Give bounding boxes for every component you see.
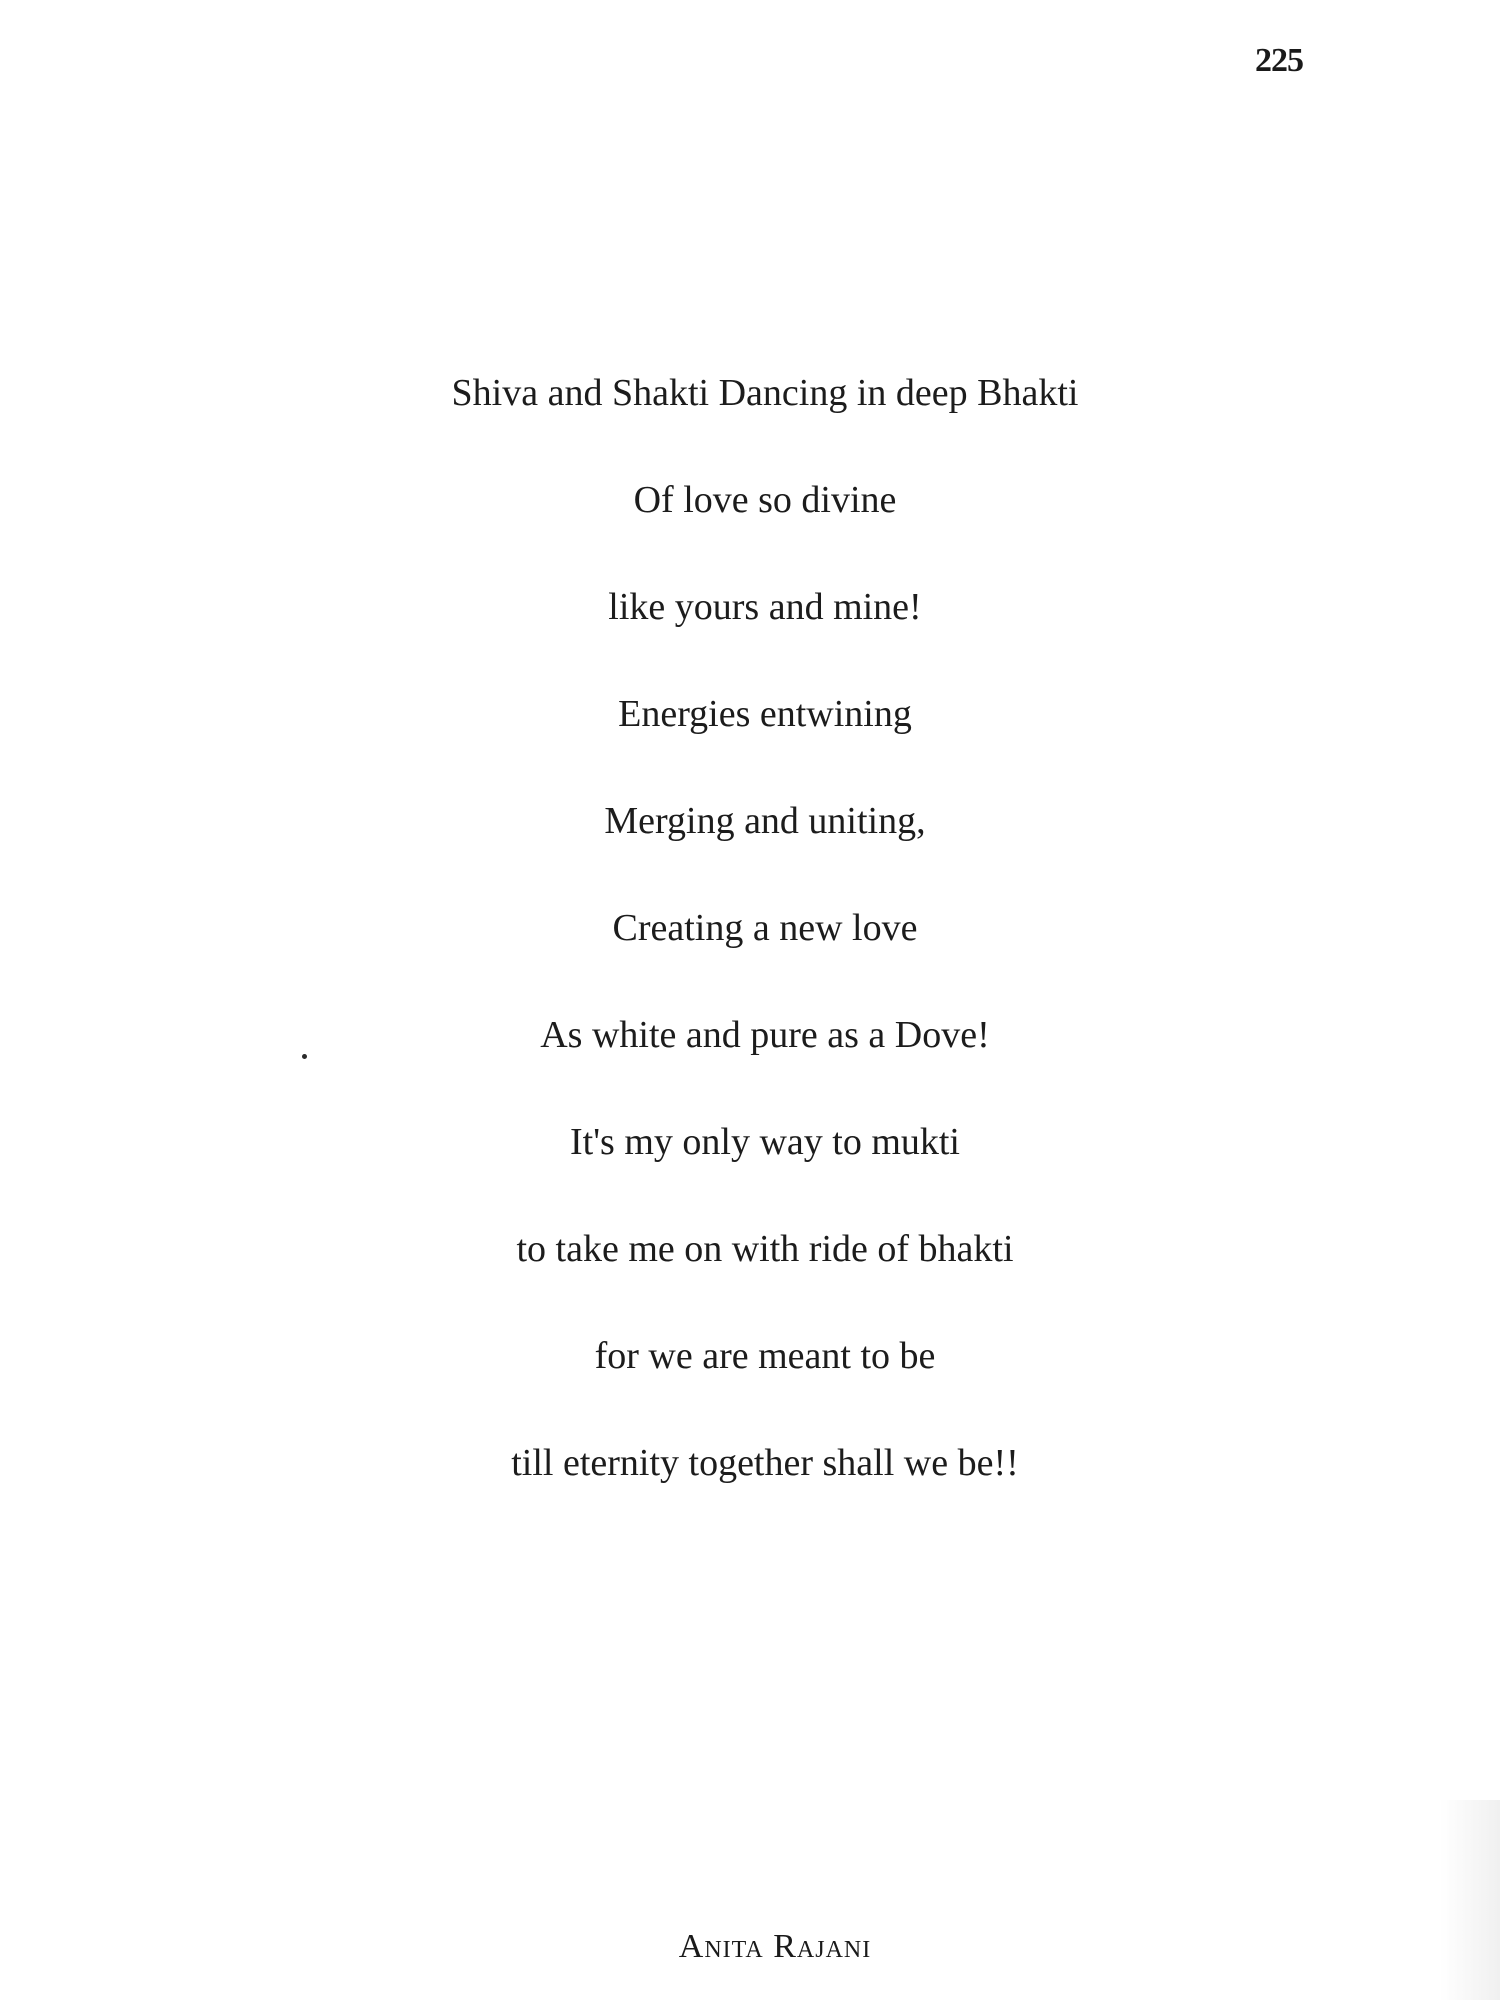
ink-speck (302, 1054, 307, 1059)
author-name: Anita Rajani (678, 1928, 872, 1965)
page-number: 225 (1255, 42, 1303, 79)
poem-line: Energies entwining (618, 693, 912, 735)
poem-line: Merging and uniting, (604, 800, 926, 842)
poem-line: for we are meant to be (594, 1335, 936, 1377)
poem-line: Shiva and Shakti Dancing in deep Bhakti (451, 372, 1079, 414)
poem (0, 340, 1500, 1517)
poem-line: till eternity together shall we be!! (511, 1442, 1019, 1484)
poem-line: Creating a new love (612, 907, 918, 949)
poem-line: Of love so divine (633, 479, 897, 521)
poem-line: As white and pure as a Dove! (540, 1014, 990, 1056)
poem-line: to take me on with ride of bhakti (516, 1228, 1014, 1270)
page-edge-shadow (1440, 1800, 1500, 2000)
poem-line: like yours and mine! (608, 586, 922, 628)
poem-line: It's my only way to mukti (569, 1121, 960, 1163)
